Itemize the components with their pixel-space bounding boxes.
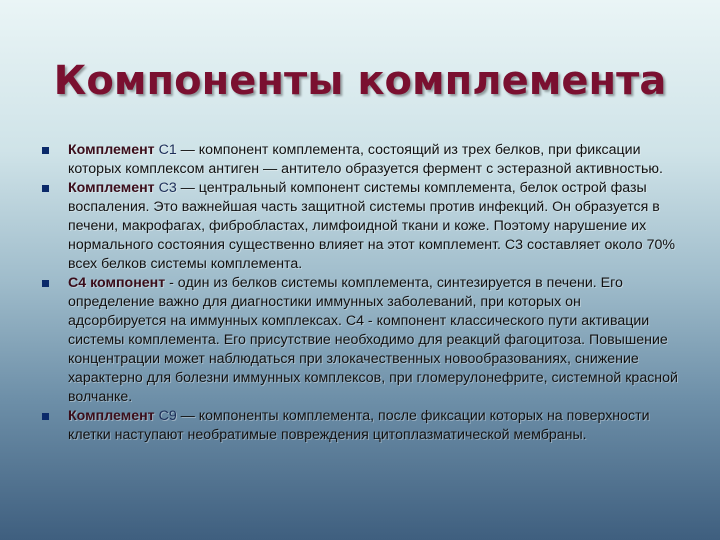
bullet-item-c9: [42, 407, 682, 445]
square-bullet-icon: [42, 185, 49, 192]
term-description: — центральный компонент системы комплемента, белок острой фазы воспаления. Это важнейшая часть защитной системы против инфекций. Он образуется в печени, макрофагах, фибробластах, лимфоидной ткани и коже. Поэтому нарушение их нормального состояния существенно влияет на этот комплемент. С3 составляет около 70% всех белков системы комплемента.: [68, 180, 675, 272]
term-label: С4 компонент: [68, 275, 166, 291]
term-code: С9: [154, 408, 177, 424]
term-label: Комплемент: [68, 408, 155, 424]
square-bullet-icon: [42, 147, 49, 154]
term-code: С3: [154, 180, 177, 196]
term-label: Комплемент: [68, 142, 155, 158]
square-bullet-icon: [42, 413, 49, 420]
term-description: — компоненты комплемента, после фиксации которых на поверхности клетки наступают необратимые повреждения цитоплазматической мембраны.: [68, 408, 650, 443]
bullet-item-c4: [42, 274, 682, 407]
square-bullet-icon: [42, 280, 49, 287]
slide-title: Компоненты комплемента: [53, 58, 667, 104]
bullet-list: [42, 141, 682, 445]
term-description: — компонент комплемента, состоящий из трех белков, при фиксации которых комплексом антиген — антитело образуется фермент с эстеразной активностью.: [68, 142, 663, 177]
bullet-item-c3: [42, 179, 682, 274]
bullet-item-c1: [42, 141, 682, 179]
term-code: С1: [154, 142, 177, 158]
term-description: - один из белков системы комплемента, синтезируется в печени. Его определение важно для диагностики иммунных заболеваний, при которых он адсорбируется на иммунных комплексах. С4 - компонент классического пути активации системы комплемента. Его присутствие необходимо для реакций фагоцитоза. Повышение концентрации может наблюдаться при злокачественных новообразованиях, снижение характерно для болезни иммунных комплексов, при гломерулонефрите, системной красной волчанке.: [68, 275, 678, 405]
term-label: Комплемент: [68, 180, 155, 196]
